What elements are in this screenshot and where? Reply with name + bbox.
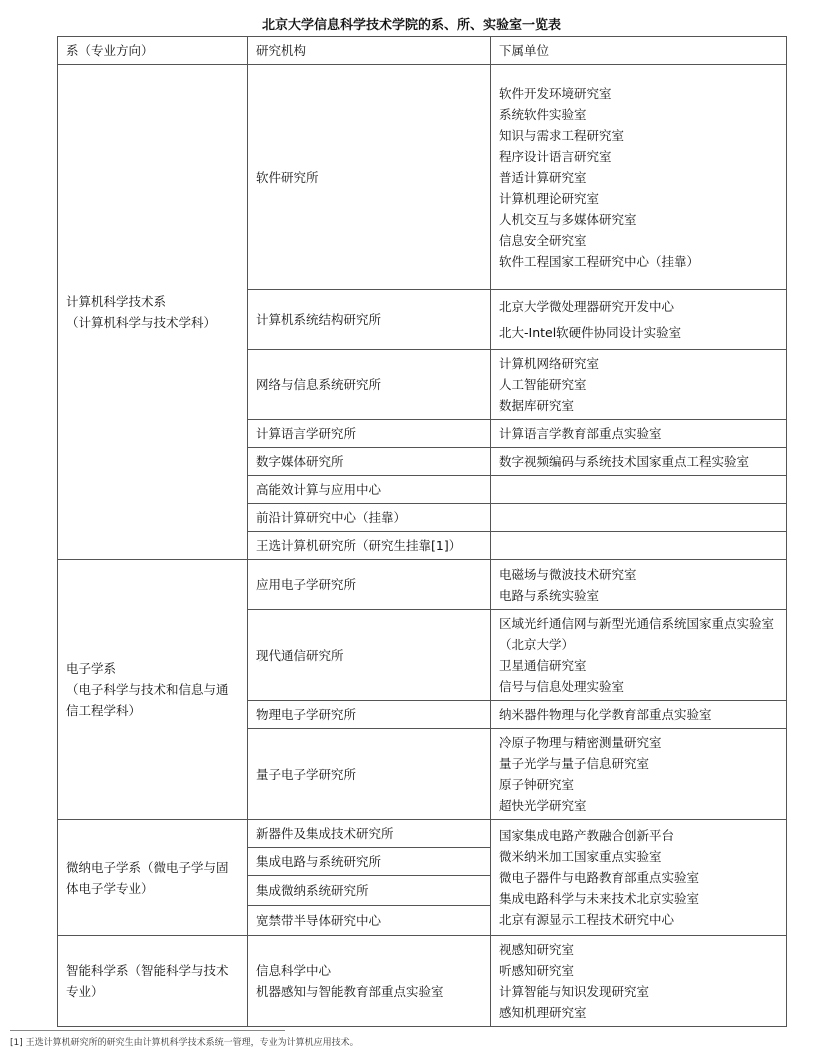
unit-item: 计算智能与知识发现研究室 [499,984,650,999]
header-units: 下属单位 [491,37,787,65]
institute-cell: 物理电子学研究所 [248,701,491,729]
table-row [58,820,787,848]
unit-item: 区域光纤通信网与新型光通信系统国家重点实验室 [499,616,775,631]
department-name: 计算机科学技术系 [66,294,167,309]
unit-item: 原子钟研究室 [499,777,575,792]
unit-item: 冷原子物理与精密测量研究室 [499,735,662,750]
unit-item: 微米纳米加工国家重点实验室 [499,849,662,864]
table-header-row [58,37,787,65]
unit-item: 卫星通信研究室 [499,658,587,673]
unit-item: 软件工程国家工程研究中心（挂靠） [499,253,700,269]
institute-cell: 宽禁带半导体研究中心 [248,906,491,936]
unit-item: 超快光学研究室 [499,798,587,813]
institute-cell: 高能效计算与应用中心 [248,476,491,504]
unit-item: 北京有源显示工程技术研究中心 [499,912,675,927]
institute-cell: 计算机系统结构研究所 [248,290,491,350]
table-row [58,560,787,610]
unit-item: 数据库研究室 [499,398,575,413]
unit-item: 电磁场与微波技术研究室 [499,566,637,582]
unit-item: 计算机理论研究室 [499,190,600,206]
institute-cell: 新器件及集成技术研究所 [248,820,491,848]
unit-item: 普适计算研究室 [499,169,587,185]
page-title: 北京大学信息科学技术学院的系、所、实验室一览表 [261,18,561,33]
units-cell: 计算语言学教育部重点实验室 [491,420,787,448]
unit-item: 集成电路科学与未来技术北京实验室 [499,891,700,906]
institute-cell: 前沿计算研究中心（挂靠） [248,504,491,532]
institute-cell: 现代通信研究所 [248,610,491,701]
department-cell-cs [58,65,248,560]
unit-item: 信号与信息处理实验室 [499,679,625,694]
department-name: 电子学系 [66,661,117,676]
institute-cell: 集成微纳系统研究所 [248,876,491,906]
unit-item: 国家集成电路产教融合创新平台 [499,828,675,843]
department-subject: （计算机科学与技术学科） [66,315,217,330]
units-cell [491,476,787,504]
department-cell-ee [58,560,248,820]
unit-item: 程序设计语言研究室 [499,148,612,164]
unit-item: 北京大学微处理器研究开发中心 [499,299,675,314]
unit-item: 北大-Intel软硬件协同设计实验室 [499,325,682,340]
units-cell [491,504,787,532]
unit-item: 计算机网络研究室 [499,356,600,371]
institute-cell [248,936,491,1027]
institute-cell: 王选计算机研究所（研究生挂靠[1]） [248,532,491,560]
unit-item: 软件开发环境研究室 [499,85,612,101]
department-table [57,36,787,1027]
footnote-divider [10,1030,285,1031]
unit-item: （北京大学） [499,637,575,652]
institute-cell: 数字媒体研究所 [248,448,491,476]
unit-item: 微电子器件与电路教育部重点实验室 [499,870,700,885]
institute-cell: 集成电路与系统研究所 [248,848,491,876]
units-cell: 纳米器件物理与化学教育部重点实验室 [491,701,787,729]
unit-item: 听感知研究室 [499,963,575,978]
unit-item: 人机交互与多媒体研究室 [499,211,637,227]
units-cell [491,729,787,820]
unit-item: 人工智能研究室 [499,377,587,392]
units-cell: 数字视频编码与系统技术国家重点工程实验室 [491,448,787,476]
table-row [58,936,787,1027]
unit-item: 信息安全研究室 [499,232,587,248]
units-cell [491,532,787,560]
institute-cell: 软件研究所 [248,65,491,290]
header-institute: 研究机构 [248,37,491,65]
unit-item: 系统软件实验室 [499,106,587,122]
units-cell [491,560,787,610]
department-cell-microelectronics: 微纳电子学系（微电子学与固体电子学专业） [58,820,248,936]
institute-cell: 网络与信息系统研究所 [248,350,491,420]
header-department: 系（专业方向） [58,37,248,65]
institute-cell: 量子电子学研究所 [248,729,491,820]
department-subject: （电子科学与技术和信息与通信工程学科） [66,682,229,718]
units-cell [491,290,787,350]
footnote: [1] 王选计算机研究所的研究生由计算机科学技术系统一管理，专业为计算机应用技术。 [10,1038,359,1048]
unit-item: 量子光学与量子信息研究室 [499,756,650,771]
units-cell [491,936,787,1027]
unit-item: 知识与需求工程研究室 [499,127,625,143]
table-row [58,65,787,290]
institute-cell: 应用电子学研究所 [248,560,491,610]
units-cell [491,820,787,936]
unit-item: 视感知研究室 [499,942,575,957]
unit-item: 电路与系统实验室 [499,587,600,603]
units-cell [491,610,787,701]
department-cell-intelligence: 智能科学系（智能科学与技术专业） [58,936,248,1027]
units-cell [491,65,787,290]
institute-cell: 计算语言学研究所 [248,420,491,448]
unit-item: 感知机理研究室 [499,1005,587,1020]
units-cell [491,350,787,420]
institute-item: 机器感知与智能教育部重点实验室 [256,984,444,999]
institute-item: 信息科学中心 [256,963,332,978]
